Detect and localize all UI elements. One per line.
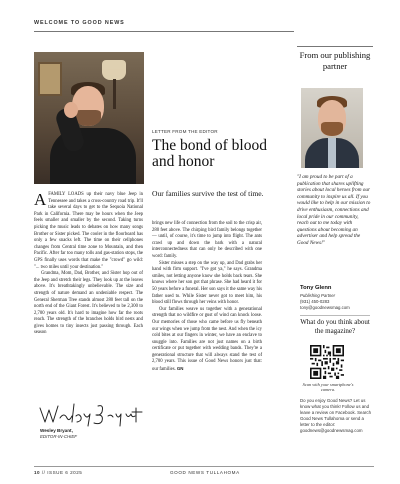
partner-name: Tony Glenn [300, 285, 332, 291]
article-paragraph: Sister misses a step on the way up, and Dad grabs her hand with firm support. "I've got ya," he says. Grandma smiles, not letting anyone know she holds back tears. She knows where her son got that phrase. She had heard it for 50 years before a funeral. Her son says it the same way his father used to. While Sister never got to meet him, his blood still flows through her veins with honor. [152, 260, 262, 306]
article-paragraph: Grandma, Mom, Dad, Brother, and Sister hop out of the Jeep and stretch their legs. They look up at the leaves above. It's breathtakingly unbelievable. The size and strength of nature demand an undeniable respect. The General Sherman Tree stands almost 280 feet tall on the north end of the Giant Forest. It's believed to be 2,300 to 2,700 years old. It's hard to imagine how far the roots reach. The strength of the branches holds bird nests and gives homes to tiny insects just passing through. Each season [34, 271, 143, 336]
signature-role: EDITOR-IN-CHIEF [40, 434, 77, 439]
section-label: WELCOME TO GOOD NEWS [34, 20, 125, 26]
article-column-2 [152, 221, 262, 374]
partner-contact [300, 293, 374, 311]
footer-rule [34, 466, 374, 467]
header-rule [34, 31, 294, 32]
sidebar-rule [297, 46, 373, 47]
partner-title: Publishing Partner [300, 293, 336, 298]
editor-photo [34, 52, 144, 184]
partner-quote: "I am proud to be part of a publication that shares uplifting stories about local heroes from our community to inspire us all. If you would like to help in our mission to drive enthusiasm, connections and local pride in our community, reach out to me today with questions about becoming an advertiser and help spread the Good News!" [297, 174, 371, 246]
article-paragraph: Our families weave us together with a generational strength that no wildfire or gust of wind can knock loose. Our memories of those who came before us fly beneath our wings when we jump from the nest. And when the icy cold bites at our fingers in winter, we have an enclave to snuggle into. Families are not just names on a birth certificate or put together with wedding bands. They're a generational structure that will always stand the test of 2,700 years. This issue of Good News honors just that: our families. GN [152, 306, 262, 373]
feedback-cta: Do you enjoy Good News? Let us know what you think! Follow us and leave a review on Facebook. Search Good News Tullahoma or send a letter to the editor: goodnews@goodnewsmag.com [300, 398, 372, 433]
article-subtitle: Our families survive the test of time. [152, 189, 264, 198]
footer-page-info [34, 470, 82, 475]
article-paragraph: AFAMILY LOADS up their navy blue Jeep in Tennessee and takes a cross-country road trip. It'll take several days to get to the Sequoia National Park in California. There may be hours when the Jeep feels smaller and smaller by the second. Taking turns picking the music leads to debates on how many songs Brother or Sister picked. The cooler in the floorboard has only a few snacks left. The time on their cellphones changes from Central time zone to Mountain, and then Pacific. After far too many tolls and gas-station stops, the GPS finally uses words that make the "crowd" go wild: "... two miles until your destination." [34, 190, 143, 270]
end-mark: GN [176, 366, 184, 372]
qr-caption: Scan with your smartphone's camera. [302, 382, 354, 393]
sidebar-divider [300, 315, 370, 316]
sidebar-heading: From our publishing partner [299, 50, 371, 71]
handwritten-signature [36, 400, 146, 430]
page-number: 10 [34, 470, 41, 475]
partner-phone: (931) 450-0283 [300, 299, 330, 304]
footer-publication: GOOD NEWS TULLAHOMA [170, 470, 240, 475]
article-kicker: LETTER FROM THE EDITOR [152, 129, 218, 134]
partner-email: tony@goodnewsmag.com [300, 305, 350, 310]
partner-photo [301, 88, 363, 168]
article-title: The bond of blood and honor [152, 137, 267, 170]
qr-code[interactable] [310, 345, 344, 379]
drop-cap: A [34, 190, 47, 209]
article-column-1 [34, 192, 143, 337]
article-paragraph: brings new life of connection from the soil to the crisp air, 280 feet above. The chirping bird family belongs together — until, of course, it's time to jump into flight. The ants crawl up and down the bark with a natural interconnectedness that can only be described with one word: family. [152, 221, 262, 259]
issue-label: // ISSUE 6 2025 [41, 470, 83, 475]
magazine-feedback-heading: What do you think about the magazine? [300, 318, 370, 335]
signature-name: Wesley Bryant, [40, 428, 73, 433]
